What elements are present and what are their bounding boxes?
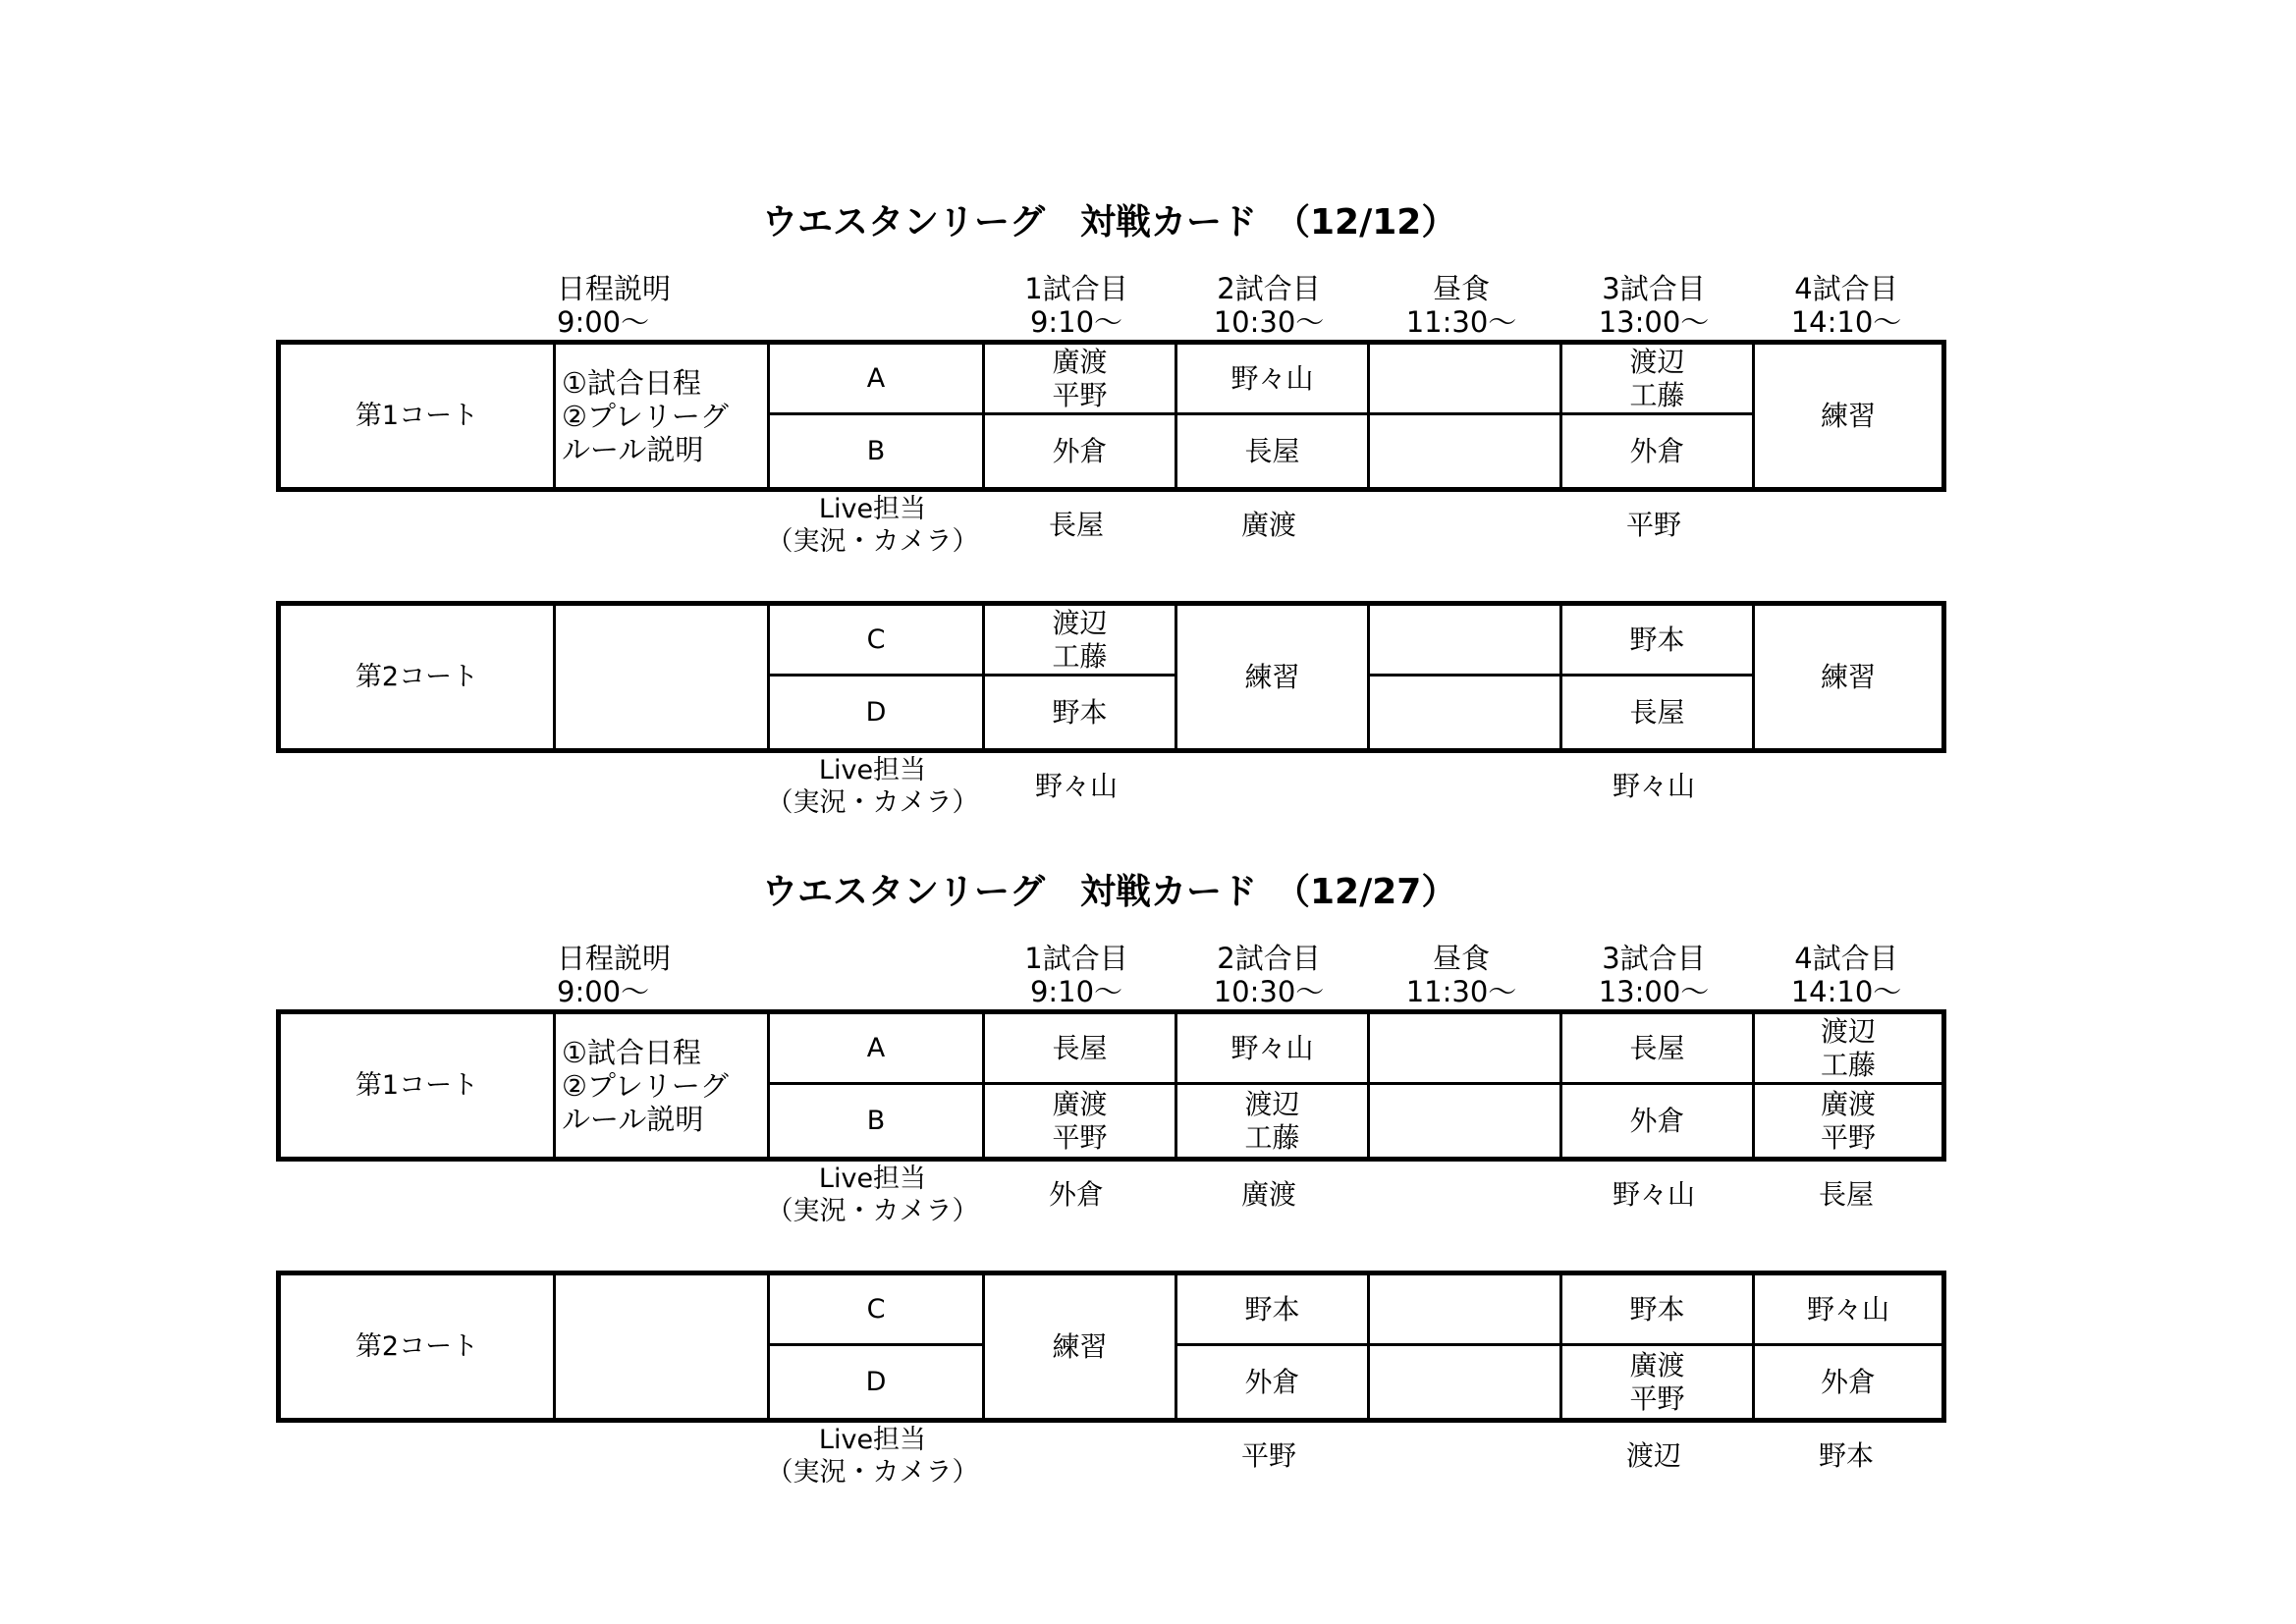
court1-table xyxy=(276,340,1946,492)
live-label: Live担当 （実況・カメラ） xyxy=(766,494,979,557)
match-cell: 長屋 xyxy=(1562,677,1755,748)
practice-cell: 練習 xyxy=(1820,399,1876,432)
lunch-cell xyxy=(1370,677,1562,748)
header-game1: 1試合目 9:10～ xyxy=(1024,942,1128,1008)
match-cell: 長屋 xyxy=(1177,415,1370,487)
header-game3: 3試合目 13:00～ xyxy=(1598,272,1710,339)
match-cell: 廣渡 平野 xyxy=(1562,1346,1755,1418)
schedule-notes: ①試合日程 ②プレリーグ ルール説明 xyxy=(556,1014,770,1157)
match-cell: 野々山 xyxy=(1755,1275,1941,1346)
match-cell: 野本 xyxy=(1562,1275,1755,1346)
header-game3: 3試合目 13:00～ xyxy=(1598,942,1710,1008)
team-row-label: C xyxy=(770,1275,985,1346)
lunch-cell xyxy=(1370,1014,1562,1085)
team-row-label: B xyxy=(770,1085,985,1157)
match-cell: 野本 xyxy=(1562,606,1755,677)
live-label: Live担当 （実況・カメラ） xyxy=(766,1164,979,1226)
match-cell: 渡辺 工藤 xyxy=(985,606,1177,677)
match-cell: 外倉 xyxy=(1562,415,1755,487)
live-assignee: 野々山 xyxy=(1034,770,1118,802)
live-label: Live担当 （実況・カメラ） xyxy=(766,755,979,818)
team-row-label: A xyxy=(770,1014,985,1085)
header-game4: 4試合目 14:10～ xyxy=(1790,942,1902,1008)
match-cell: 渡辺 工藤 xyxy=(1177,1085,1370,1157)
court-name: 第2コート xyxy=(281,606,556,748)
schedule-notes xyxy=(556,1275,770,1418)
header-lunch: 昼食 11:30～ xyxy=(1405,272,1517,339)
header-lunch: 昼食 11:30～ xyxy=(1405,942,1517,1008)
schedule-notes xyxy=(556,606,770,748)
team-row-label: D xyxy=(770,677,985,748)
team-row-label: B xyxy=(770,415,985,487)
court1-table xyxy=(276,1009,1946,1162)
live-assignee: 野々山 xyxy=(1612,770,1695,802)
live-assignee: 平野 xyxy=(1625,509,1681,541)
lunch-cell xyxy=(1370,1275,1562,1346)
match-cell: 野々山 xyxy=(1177,345,1370,415)
live-assignee: 廣渡 xyxy=(1240,509,1296,541)
header-game2: 2試合目 10:30～ xyxy=(1213,272,1325,339)
court2-table xyxy=(276,1271,1946,1423)
team-row-label: A xyxy=(770,345,985,415)
court-name: 第2コート xyxy=(281,1275,556,1418)
court-name: 第1コート xyxy=(281,345,556,487)
live-assignee: 渡辺 xyxy=(1625,1439,1681,1472)
match-cell: 外倉 xyxy=(985,415,1177,487)
header-game4: 4試合目 14:10～ xyxy=(1790,272,1902,339)
match-cell: 外倉 xyxy=(1177,1346,1370,1418)
lunch-cell xyxy=(1370,345,1562,415)
lunch-cell xyxy=(1370,415,1562,487)
live-assignee: 廣渡 xyxy=(1240,1178,1296,1211)
lunch-cell xyxy=(1370,1085,1562,1157)
match-cell: 長屋 xyxy=(985,1014,1177,1085)
lunch-cell xyxy=(1370,1346,1562,1418)
team-row-label: C xyxy=(770,606,985,677)
practice-cell: 練習 xyxy=(1177,606,1370,748)
match-cell: 長屋 xyxy=(1562,1014,1755,1085)
match-cell: 野々山 xyxy=(1177,1014,1370,1085)
header-explain: 日程説明 9:00～ xyxy=(557,942,672,1008)
match-cell: 廣渡 平野 xyxy=(1820,1087,1876,1154)
match-cell: 外倉 xyxy=(1562,1085,1755,1157)
header-game2: 2試合目 10:30～ xyxy=(1213,942,1325,1008)
practice-cell: 練習 xyxy=(985,1275,1177,1418)
match-cell: 外倉 xyxy=(1820,1365,1876,1398)
schedule-title: ウエスタンリーグ 対戦カード （12/27） xyxy=(762,872,1457,912)
live-assignee: 長屋 xyxy=(1818,1178,1874,1211)
live-assignee: 平野 xyxy=(1240,1439,1296,1472)
match-cell: 渡辺 工藤 xyxy=(1562,345,1755,415)
live-assignee: 野本 xyxy=(1818,1439,1874,1472)
match-cell: 渡辺 工藤 xyxy=(1755,1014,1941,1085)
match-cell: 廣渡 平野 xyxy=(985,1085,1177,1157)
match-cell: 野本 xyxy=(985,677,1177,748)
match-cell: 廣渡 平野 xyxy=(985,345,1177,415)
team-row-label: D xyxy=(770,1346,985,1418)
match-cell: 野本 xyxy=(1177,1275,1370,1346)
schedule-notes: ①試合日程 ②プレリーグ ルール説明 xyxy=(556,345,770,487)
court-name: 第1コート xyxy=(281,1014,556,1157)
schedule-title: ウエスタンリーグ 対戦カード （12/12） xyxy=(762,202,1457,243)
practice-cell: 練習 xyxy=(1820,660,1876,693)
lunch-cell xyxy=(1370,606,1562,677)
live-label: Live担当 （実況・カメラ） xyxy=(766,1425,979,1488)
live-assignee: 長屋 xyxy=(1048,509,1104,541)
court2-table xyxy=(276,601,1946,753)
live-assignee: 外倉 xyxy=(1048,1178,1104,1211)
header-game1: 1試合目 9:10～ xyxy=(1024,272,1128,339)
header-explain: 日程説明 9:00～ xyxy=(557,272,672,339)
live-assignee: 野々山 xyxy=(1612,1178,1695,1211)
